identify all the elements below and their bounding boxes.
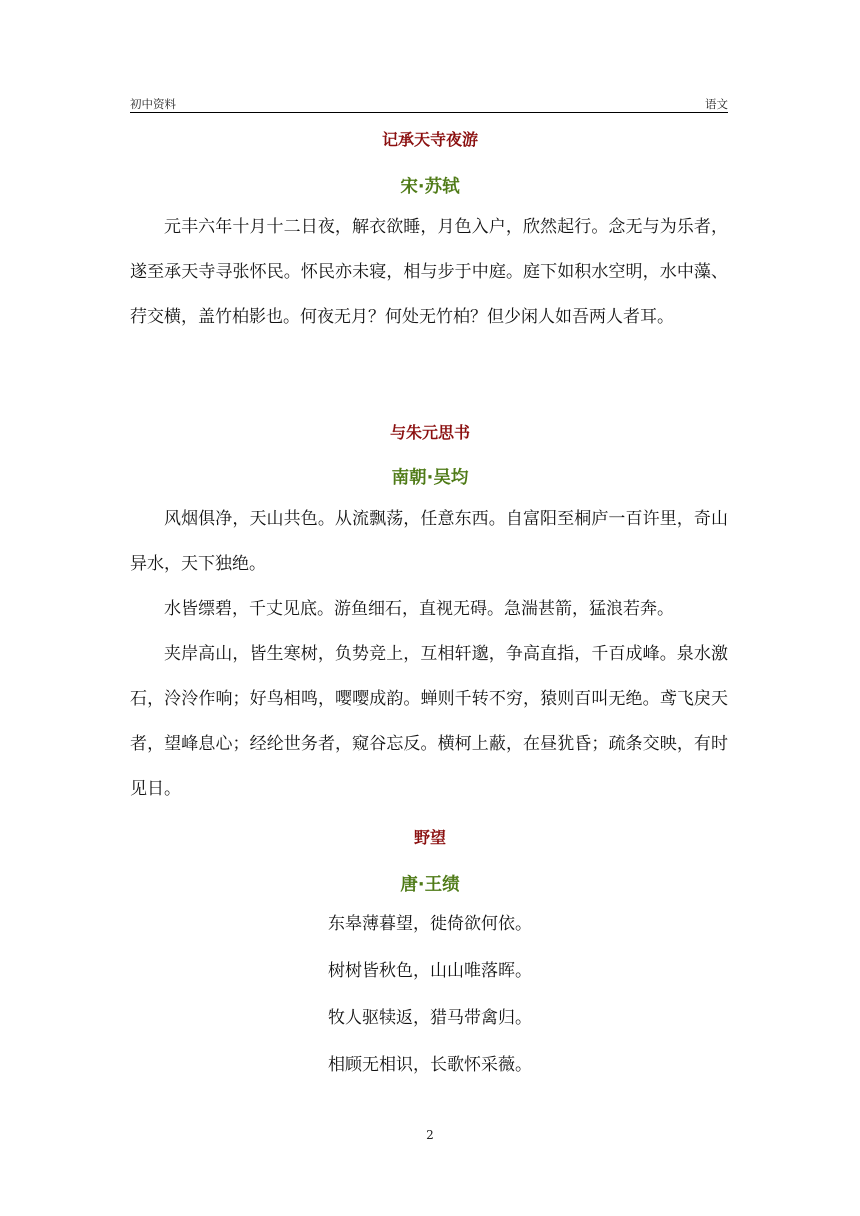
poem-line: 牧人驱犊返，猎马带禽归。 — [328, 1008, 532, 1028]
section-title: 记承天寺夜游 — [381, 130, 478, 149]
paragraph: 风烟俱净，天山共色。从流飘荡，任意东西。自富阳至桐庐一百许里，奇山异水，天下独绝。 — [130, 509, 728, 574]
paragraph: 元丰六年十月十二日夜，解衣欲睡，月色入户，欣然起行。念无与为乐者，遂至承天寺寻张怀民。怀民亦未寝，相与步于中庭。庭下如积水空明，水中藻、荇交横，盖竹柏影也。何夜无月？何处无竹柏？但少闲人如吾两人者耳。 — [130, 217, 728, 327]
header-right-label: 语文 — [705, 97, 728, 111]
poem-body — [0, 901, 860, 1089]
section-author: 南朝·吴均 — [391, 468, 469, 488]
page-number: 2 — [426, 1128, 434, 1142]
section-author: 宋·苏轼 — [400, 177, 460, 197]
section-title: 野望 — [413, 828, 446, 847]
section-author: 唐·王绩 — [400, 875, 460, 895]
section-body — [130, 497, 728, 812]
section-title: 与朱元思书 — [389, 423, 470, 442]
section-body — [130, 205, 728, 340]
paragraph: 夹岸高山，皆生寒树，负势竞上，互相轩邈，争高直指，千百成峰。泉水激石，泠泠作响；好鸟相鸣，嘤嘤成韵。蝉则千转不穷，猿则百叫无绝。鸢飞戾天者，望峰息心；经纶世务者，窥谷忘反。横柯上蔽，在昼犹昏；疏条交映，有时见日。 — [130, 644, 728, 799]
poem-line: 树树皆秋色，山山唯落晖。 — [328, 961, 532, 981]
poem-line: 相顾无相识，长歌怀采薇。 — [328, 1055, 532, 1075]
paragraph: 水皆缥碧，千丈见底。游鱼细石，直视无碍。急湍甚箭，猛浪若奔。 — [164, 599, 674, 619]
header-left-label: 初中资料 — [130, 97, 176, 111]
poem-line: 东皋薄暮望，徙倚欲何依。 — [328, 914, 532, 934]
page-header — [130, 96, 728, 113]
